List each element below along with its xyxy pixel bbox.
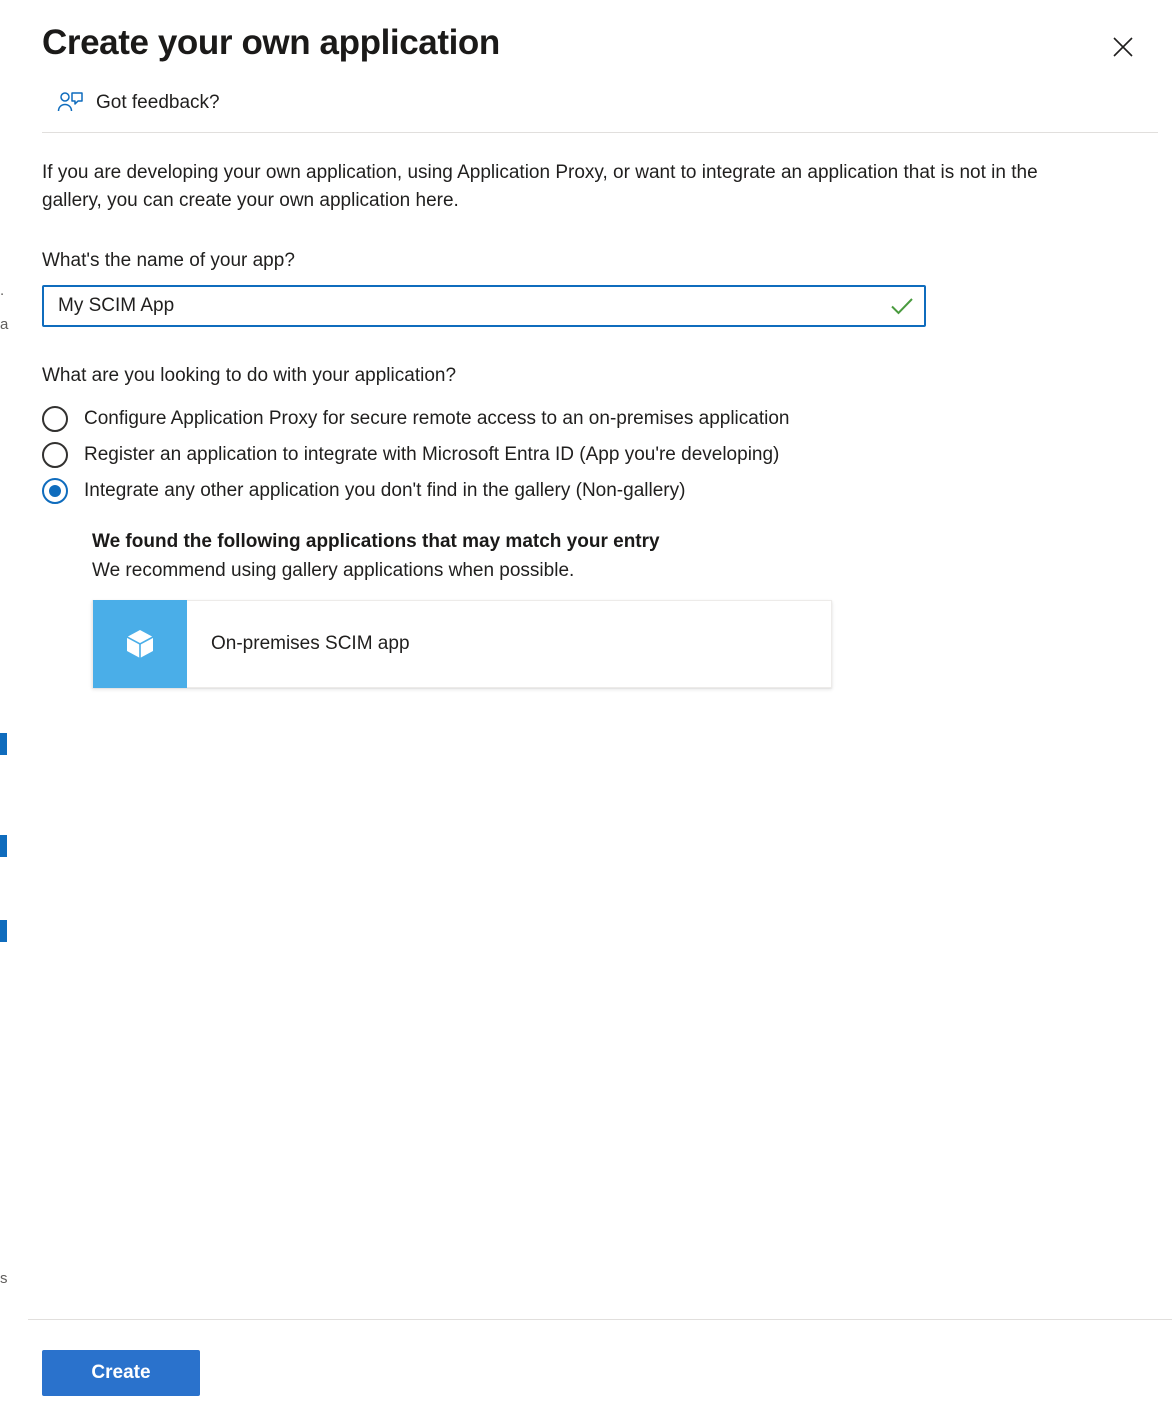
app-name-input[interactable] [42, 285, 926, 327]
checkmark-icon [890, 296, 914, 316]
cube-app-icon [93, 600, 187, 688]
feedback-person-icon [56, 90, 84, 116]
radio-option-register-app[interactable] [42, 437, 1142, 473]
suggested-app-name: On-premises SCIM app [211, 633, 410, 655]
edge-accent-bar-3 [0, 920, 7, 942]
intro-text: If you are developing your own application, using Application Proxy, or want to integrate an application that is not in the gallery, you can create your own application here. [42, 162, 1038, 211]
create-button[interactable]: Create [42, 1350, 200, 1396]
app-name-field-wrapper [42, 285, 926, 327]
suggestions-block [92, 531, 1142, 688]
page-title: Create your own application [42, 23, 500, 62]
radio-label: Configure Application Proxy for secure remote access to an on-premises application [84, 408, 790, 430]
edge-text-3: s [0, 1270, 8, 1287]
panel-content [14, 133, 1172, 1319]
purpose-radio-group [42, 401, 1142, 509]
background-page-edge [0, 0, 12, 1426]
suggestions-title: We found the following applications that may match your entry [92, 531, 660, 553]
feedback-row[interactable] [14, 66, 1142, 132]
edge-accent-bar-1 [0, 733, 7, 755]
edge-text-2: a [0, 316, 9, 333]
suggestions-subtitle: We recommend using gallery applications when possible. [92, 560, 575, 582]
create-application-panel [14, 0, 1172, 1426]
purpose-question-label: What are you looking to do with your application? [42, 365, 457, 387]
panel-header [14, 0, 1172, 66]
radio-option-app-proxy[interactable] [42, 401, 1142, 437]
feedback-link-label[interactable]: Got feedback? [96, 92, 220, 113]
radio-label: Register an application to integrate with Microsoft Entra ID (App you're developing) [84, 444, 780, 466]
app-name-label: What's the name of your app? [42, 250, 295, 272]
radio-option-non-gallery[interactable] [42, 473, 1142, 509]
edge-accent-bar-2 [0, 835, 7, 857]
suggested-app-card[interactable] [92, 600, 832, 688]
close-icon[interactable] [1104, 28, 1142, 66]
radio-indicator [42, 406, 68, 432]
edge-text-1: . [0, 282, 5, 299]
radio-indicator [42, 442, 68, 468]
panel-footer [14, 1320, 1172, 1426]
radio-indicator [42, 478, 68, 504]
radio-label: Integrate any other application you don't find in the gallery (Non-gallery) [84, 480, 686, 502]
